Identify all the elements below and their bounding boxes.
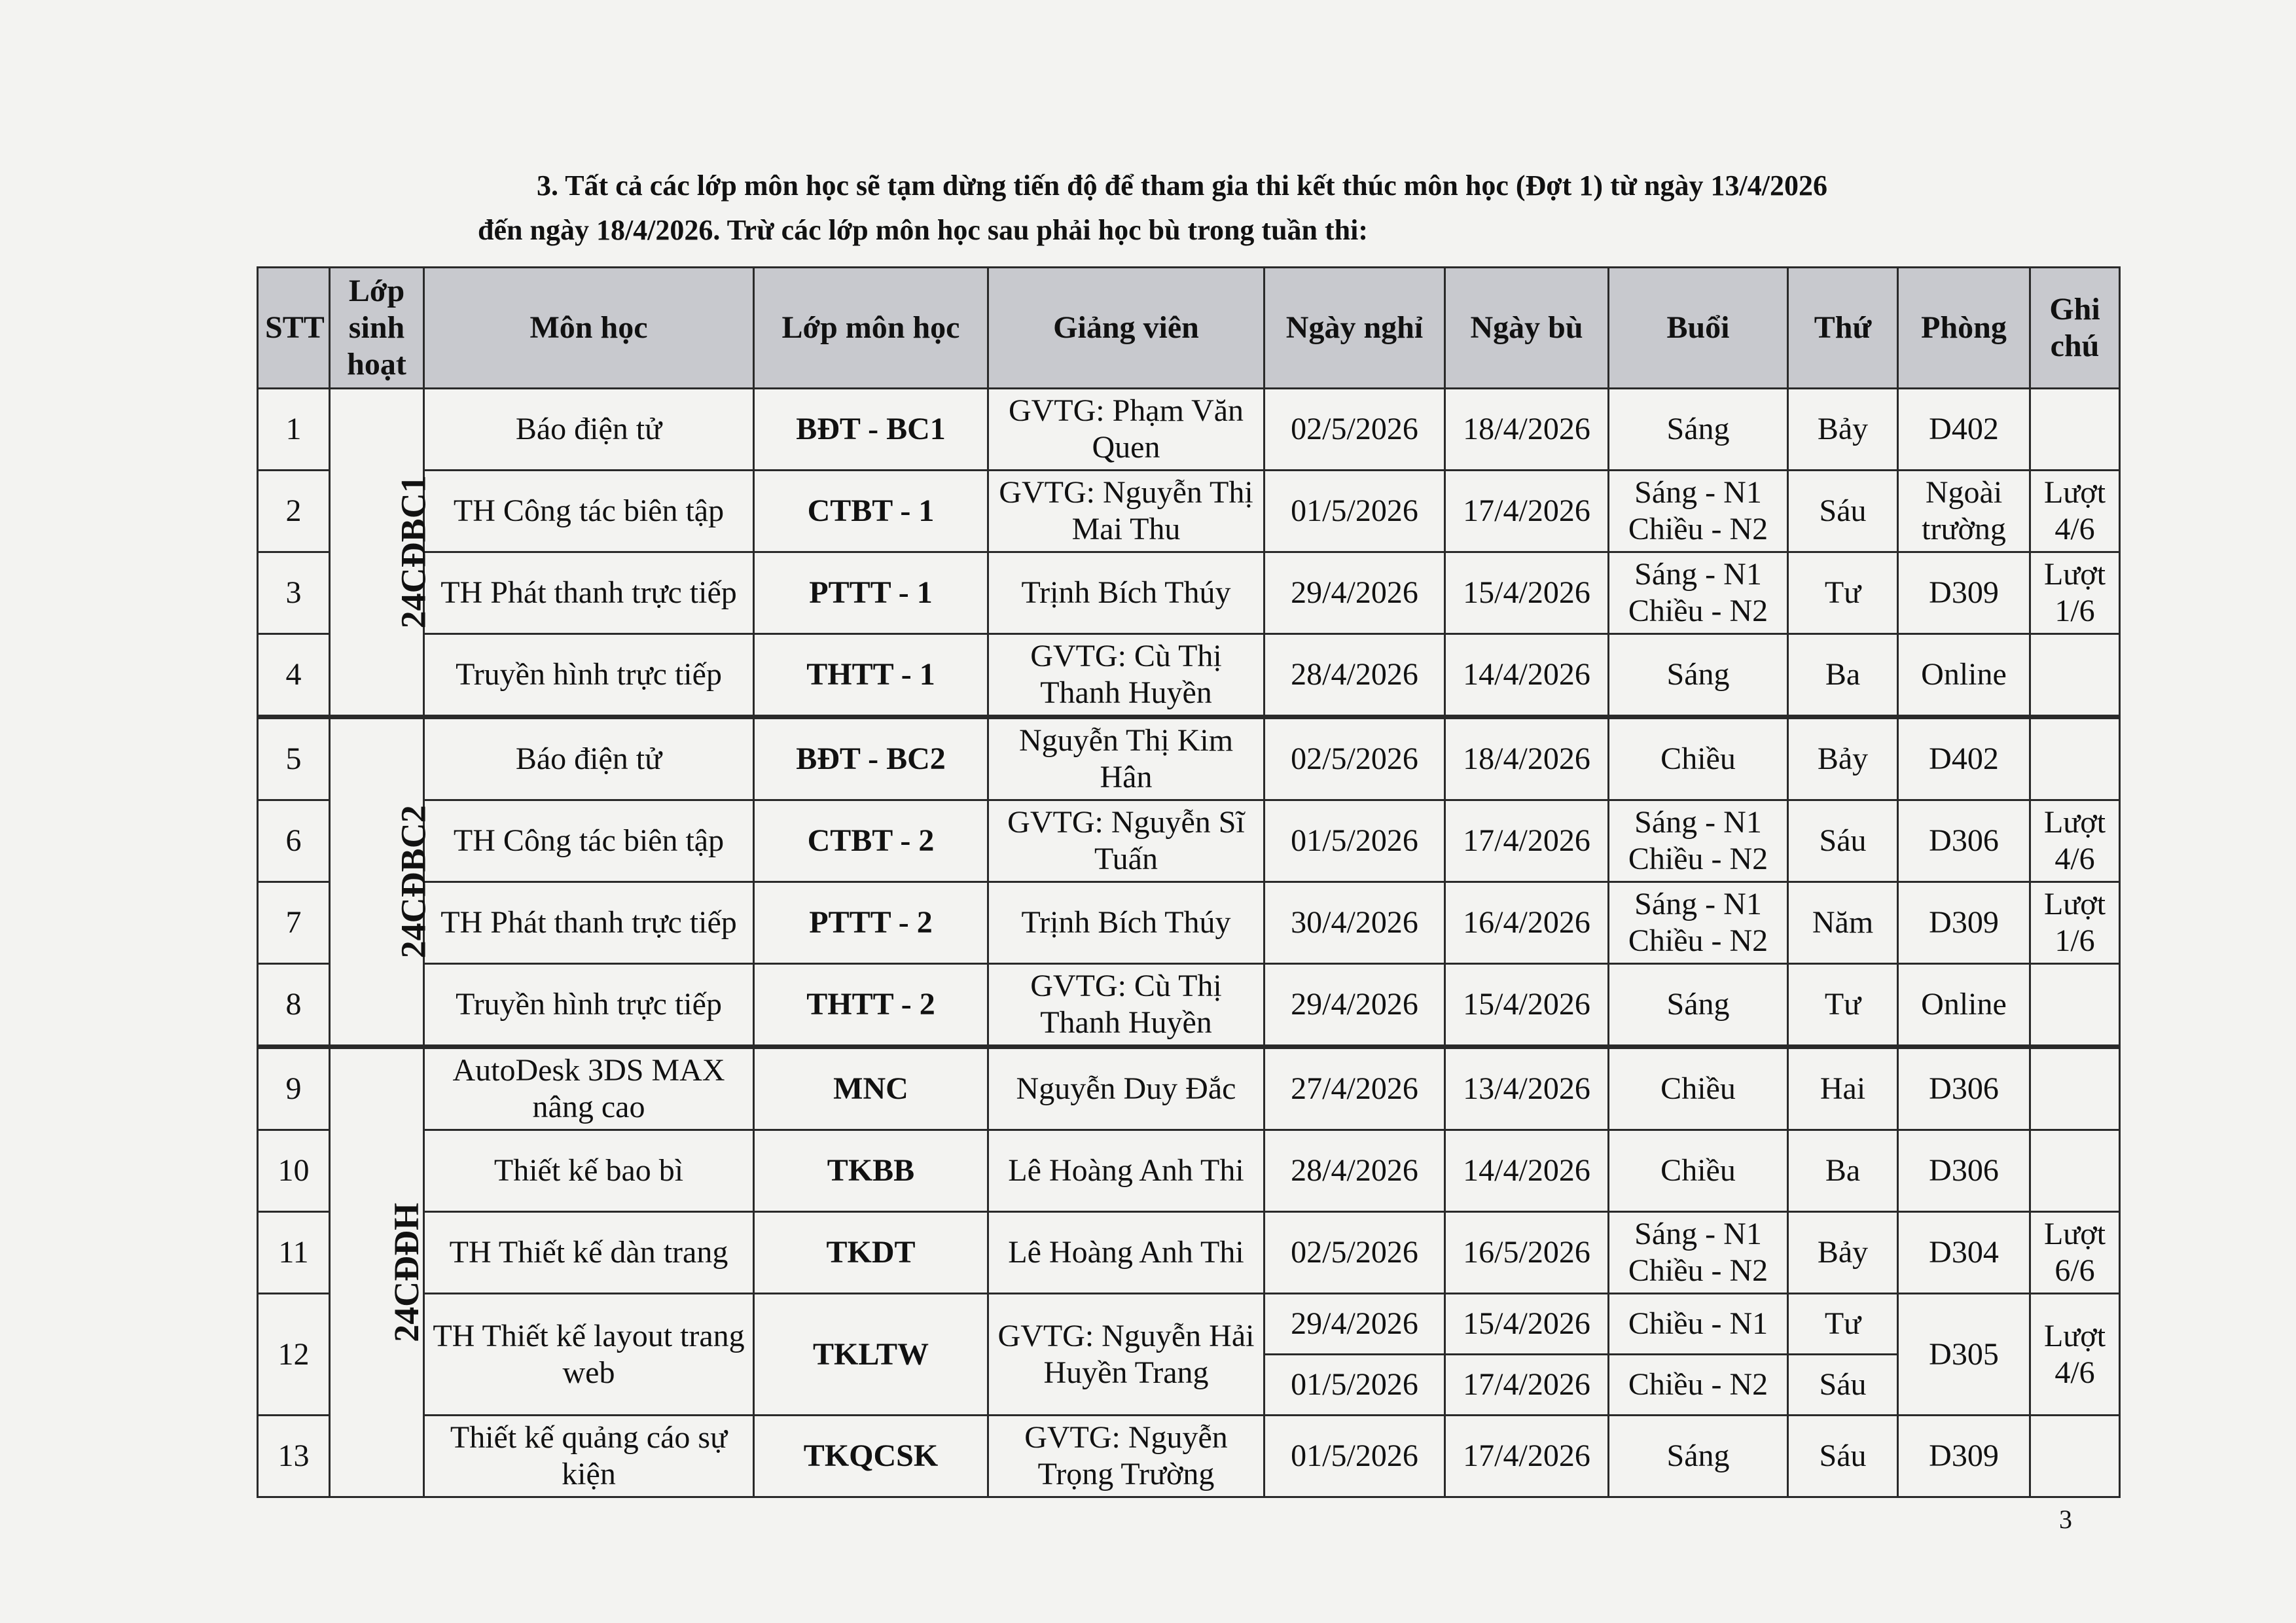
cell-note — [2030, 964, 2120, 1047]
cell-room: D402 — [1898, 717, 2030, 800]
header-lop-mon-hoc: Lớp môn học — [754, 268, 988, 389]
group-cell — [330, 389, 433, 717]
cell-makeup-date: 17/4/2026 — [1445, 800, 1609, 882]
cell-stt: 4 — [258, 634, 330, 717]
cell-teacher: GVTG: Nguyễn Hải Huyền Trang — [988, 1294, 1265, 1416]
cell-weekday: Hai — [1788, 1047, 1898, 1130]
cell-subject: TH Thiết kế dàn trang — [424, 1212, 754, 1294]
table-header-row — [258, 268, 2120, 389]
cell-note — [2030, 1047, 2120, 1130]
cell-makeup-date: 13/4/2026 — [1445, 1047, 1609, 1130]
cell-room: Online — [1898, 634, 2030, 717]
cell-subject: TH Công tác biên tập — [424, 800, 754, 882]
cell-note — [2030, 1416, 2120, 1497]
cell-room: D305 — [1898, 1294, 2030, 1416]
table-row — [258, 634, 2120, 717]
header-lop-sinh-hoat: Lớp sinh hoạt — [330, 268, 424, 389]
cell-note: Lượt 1/6 — [2030, 552, 2120, 634]
cell-off-date: 02/5/2026 — [1265, 389, 1445, 471]
cell-off-date: 30/4/2026 — [1265, 882, 1445, 964]
table-row — [258, 1294, 2120, 1355]
cell-room: D304 — [1898, 1212, 2030, 1294]
cell-session: Sáng - N1 Chiều - N2 — [1609, 882, 1788, 964]
cell-subject: TH Phát thanh trực tiếp — [424, 882, 754, 964]
cell-room: D306 — [1898, 1047, 2030, 1130]
header-mon-hoc: Môn học — [424, 268, 754, 389]
cell-room: D306 — [1898, 800, 2030, 882]
intro-line-1: 3. Tất cả các lớp môn học sẽ tạm dừng tiến độ để tham gia thi kết thúc môn học (Đợt 1) từ ngày 13/4/2026 — [537, 169, 1827, 202]
cell-subject: Báo điện tử — [424, 717, 754, 800]
cell-class-code: THTT - 2 — [754, 964, 988, 1047]
cell-stt: 13 — [258, 1416, 330, 1497]
cell-room: Online — [1898, 964, 2030, 1047]
header-phong: Phòng — [1898, 268, 2030, 389]
cell-stt: 12 — [258, 1294, 330, 1416]
cell-makeup-date: 18/4/2026 — [1445, 389, 1609, 471]
table-row — [258, 964, 2120, 1047]
cell-session: Sáng - N1 Chiều - N2 — [1609, 552, 1788, 634]
cell-note: Lượt 1/6 — [2030, 882, 2120, 964]
header-ngay-nghi: Ngày nghỉ — [1265, 268, 1445, 389]
table-row — [258, 471, 2120, 552]
cell-session: Sáng - N1 Chiều - N2 — [1609, 800, 1788, 882]
page-number: 3 — [2059, 1505, 2072, 1534]
table-row — [258, 552, 2120, 634]
cell-session: Chiều — [1609, 1130, 1788, 1212]
cell-note: Lượt 4/6 — [2030, 471, 2120, 552]
cell-teacher: Trịnh Bích Thúy — [988, 882, 1265, 964]
cell-weekday: Bảy — [1788, 389, 1898, 471]
cell-stt: 2 — [258, 471, 330, 552]
cell-teacher: GVTG: Nguyễn Trọng Trường — [988, 1416, 1265, 1497]
cell-makeup-date: 15/4/2026 — [1445, 552, 1609, 634]
cell-subject: TH Thiết kế layout trang web — [424, 1294, 754, 1416]
cell-subject: AutoDesk 3DS MAX nâng cao — [424, 1047, 754, 1130]
cell-note: Lượt 4/6 — [2030, 800, 2120, 882]
cell-stt: 3 — [258, 552, 330, 634]
cell-weekday: Bảy — [1788, 717, 1898, 800]
cell-stt: 1 — [258, 389, 330, 471]
cell-weekday: Sáu — [1788, 1416, 1898, 1497]
cell-off-date: 29/4/2026 — [1265, 964, 1445, 1047]
table-row — [258, 717, 2120, 800]
table-row — [258, 389, 2120, 471]
cell-teacher: Trịnh Bích Thúy — [988, 552, 1265, 634]
cell-room: D309 — [1898, 1416, 2030, 1497]
table-row — [258, 800, 2120, 882]
table-row — [258, 882, 2120, 964]
cell-class-code: MNC — [754, 1047, 988, 1130]
cell-session: Chiều — [1609, 717, 1788, 800]
cell-makeup-date: 17/4/2026 — [1445, 471, 1609, 552]
cell-note: Lượt 6/6 — [2030, 1212, 2120, 1294]
cell-class-code: BĐT - BC2 — [754, 717, 988, 800]
header-buoi: Buổi — [1609, 268, 1788, 389]
cell-off-date: 01/5/2026 — [1265, 800, 1445, 882]
cell-stt: 11 — [258, 1212, 330, 1294]
header-thu: Thứ — [1788, 268, 1898, 389]
cell-subject: Thiết kế quảng cáo sự kiện — [424, 1416, 754, 1497]
cell-teacher: GVTG: Nguyễn Thị Mai Thu — [988, 471, 1265, 552]
cell-weekday: Ba — [1788, 634, 1898, 717]
cell-makeup-date: 18/4/2026 — [1445, 717, 1609, 800]
cell-makeup-date: 14/4/2026 — [1445, 634, 1609, 717]
table-row — [258, 1416, 2120, 1497]
cell-weekday: Sáu — [1788, 800, 1898, 882]
cell-weekday: Sáu — [1788, 471, 1898, 552]
cell-makeup-date: 15/4/2026 — [1445, 1294, 1609, 1355]
cell-off-date: 29/4/2026 — [1265, 1294, 1445, 1355]
group-label: 24CĐĐH — [387, 1203, 427, 1342]
cell-makeup-date: 16/4/2026 — [1445, 882, 1609, 964]
cell-weekday: Năm — [1788, 882, 1898, 964]
cell-stt: 6 — [258, 800, 330, 882]
cell-subject: Truyền hình trực tiếp — [424, 964, 754, 1047]
schedule-table — [257, 266, 2121, 1498]
cell-off-date: 02/5/2026 — [1265, 717, 1445, 800]
cell-off-date: 01/5/2026 — [1265, 1416, 1445, 1497]
table-row — [258, 1047, 2120, 1130]
cell-session: Sáng — [1609, 389, 1788, 471]
cell-teacher: Nguyễn Thị Kim Hân — [988, 717, 1265, 800]
header-ngay-bu: Ngày bù — [1445, 268, 1609, 389]
cell-room: D402 — [1898, 389, 2030, 471]
cell-makeup-date: 15/4/2026 — [1445, 964, 1609, 1047]
cell-class-code: PTTT - 1 — [754, 552, 988, 634]
cell-weekday: Ba — [1788, 1130, 1898, 1212]
cell-stt: 5 — [258, 717, 330, 800]
cell-stt: 10 — [258, 1130, 330, 1212]
cell-note: Lượt 4/6 — [2030, 1294, 2120, 1416]
cell-room: D309 — [1898, 882, 2030, 964]
cell-weekday: Bảy — [1788, 1212, 1898, 1294]
cell-stt: 7 — [258, 882, 330, 964]
cell-off-date: 01/5/2026 — [1265, 1355, 1445, 1416]
cell-stt: 9 — [258, 1047, 330, 1130]
cell-subject: TH Công tác biên tập — [424, 471, 754, 552]
cell-subject: Truyền hình trực tiếp — [424, 634, 754, 717]
cell-class-code: BĐT - BC1 — [754, 389, 988, 471]
cell-room: D309 — [1898, 552, 2030, 634]
cell-makeup-date: 17/4/2026 — [1445, 1416, 1609, 1497]
table-row — [258, 1212, 2120, 1294]
cell-makeup-date: 17/4/2026 — [1445, 1355, 1609, 1416]
cell-class-code: TKQCSK — [754, 1416, 988, 1497]
cell-note — [2030, 1130, 2120, 1212]
cell-stt: 8 — [258, 964, 330, 1047]
group-label: 24CĐBC2 — [393, 805, 433, 959]
cell-subject: TH Phát thanh trực tiếp — [424, 552, 754, 634]
cell-session: Sáng — [1609, 964, 1788, 1047]
cell-session: Sáng - N1 Chiều - N2 — [1609, 1212, 1788, 1294]
cell-makeup-date: 14/4/2026 — [1445, 1130, 1609, 1212]
cell-off-date: 29/4/2026 — [1265, 552, 1445, 634]
cell-teacher: GVTG: Cù Thị Thanh Huyền — [988, 964, 1265, 1047]
group-cell — [330, 1047, 427, 1497]
header-giang-vien: Giảng viên — [988, 268, 1265, 389]
cell-room: D306 — [1898, 1130, 2030, 1212]
cell-session: Sáng — [1609, 634, 1788, 717]
cell-teacher: Nguyễn Duy Đắc — [988, 1047, 1265, 1130]
cell-teacher: Lê Hoàng Anh Thi — [988, 1212, 1265, 1294]
cell-off-date: 27/4/2026 — [1265, 1047, 1445, 1130]
cell-class-code: CTBT - 1 — [754, 471, 988, 552]
cell-teacher: GVTG: Cù Thị Thanh Huyền — [988, 634, 1265, 717]
cell-room: Ngoài trường — [1898, 471, 2030, 552]
cell-session: Chiều — [1609, 1047, 1788, 1130]
cell-off-date: 28/4/2026 — [1265, 1130, 1445, 1212]
cell-note — [2030, 389, 2120, 471]
group-cell — [330, 717, 433, 1047]
cell-weekday: Tư — [1788, 964, 1898, 1047]
cell-note — [2030, 634, 2120, 717]
cell-session: Chiều - N1 — [1609, 1294, 1788, 1355]
cell-subject: Thiết kế bao bì — [424, 1130, 754, 1212]
cell-session: Sáng — [1609, 1416, 1788, 1497]
intro-line-2: đến ngày 18/4/2026. Trừ các lớp môn học sau phải học bù trong tuần thi: — [478, 214, 1369, 246]
cell-class-code: TKLTW — [754, 1294, 988, 1416]
cell-session: Sáng - N1 Chiều - N2 — [1609, 471, 1788, 552]
cell-class-code: PTTT - 2 — [754, 882, 988, 964]
cell-off-date: 01/5/2026 — [1265, 471, 1445, 552]
cell-weekday: Sáu — [1788, 1355, 1898, 1416]
cell-teacher: GVTG: Nguyễn Sĩ Tuấn — [988, 800, 1265, 882]
cell-off-date: 28/4/2026 — [1265, 634, 1445, 717]
cell-class-code: TKDT — [754, 1212, 988, 1294]
cell-teacher: Lê Hoàng Anh Thi — [988, 1130, 1265, 1212]
table-row — [258, 1130, 2120, 1212]
cell-weekday: Tư — [1788, 552, 1898, 634]
header-stt: STT — [258, 268, 330, 389]
header-ghi-chu: Ghi chú — [2030, 268, 2120, 389]
cell-note — [2030, 717, 2120, 800]
cell-weekday: Tư — [1788, 1294, 1898, 1355]
cell-teacher: GVTG: Phạm Văn Quen — [988, 389, 1265, 471]
cell-makeup-date: 16/5/2026 — [1445, 1212, 1609, 1294]
cell-class-code: TKBB — [754, 1130, 988, 1212]
cell-class-code: THTT - 1 — [754, 634, 988, 717]
cell-session: Chiều - N2 — [1609, 1355, 1788, 1416]
cell-off-date: 02/5/2026 — [1265, 1212, 1445, 1294]
cell-class-code: CTBT - 2 — [754, 800, 988, 882]
group-label: 24CĐBC1 — [393, 475, 433, 629]
cell-subject: Báo điện tử — [424, 389, 754, 471]
